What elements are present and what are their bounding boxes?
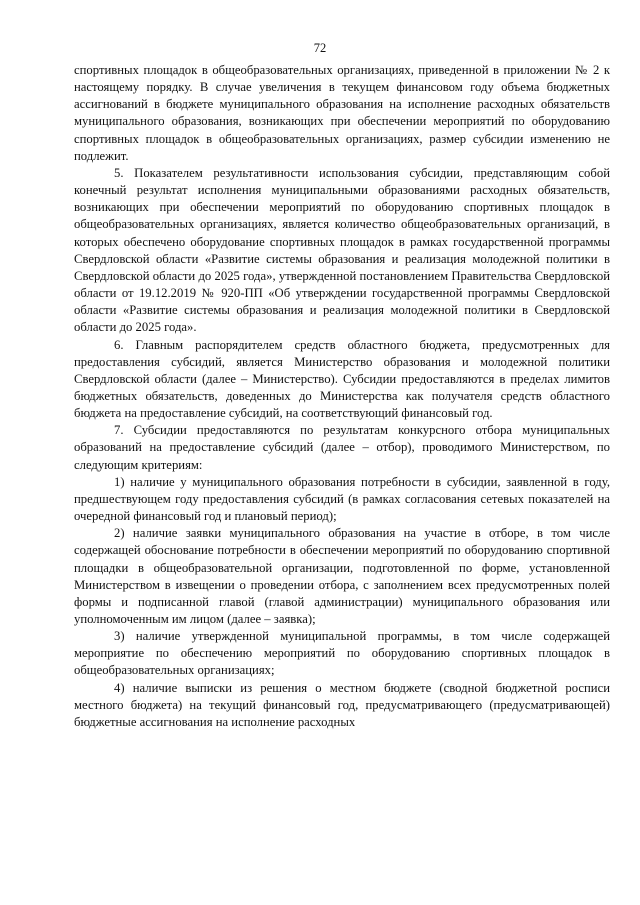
paragraph-item-6: 6. Главным распорядителем средств областного бюджета, предусмотренных для предоставления субсидий, является Министерство образования и молодежной политики Свердловской области (далее – Министерство). Субсидии предоставляются в пределах лимитов бюджетных обязательств, доведенных до Министерства как получателя средств областного бюджета на предоставление субсидий, на соответствующий финансовый год. [74,337,610,421]
paragraph-item-5: 5. Показателем результативности использования субсидии, представляющим собой конечный результат исполнения муниципальными образованиями расходных обязательств, возникающих при обеспечении мероприятий по оборудованию спортивных площадок в общеобразовательных организациях, является количество общеобразовательных организаций, в которых обеспечено оборудование спортивных площадок в рамках государственной программы Свердловской области «Развитие системы образования и реализация молодежной политики в Свердловской области до 2025 года», утвержденной постановлением Правительства Свердловской области от 19.12.2019 № 920-ПП «Об утверждении государственной программы Свердловской области «Развитие системы образования и реализация молодежной политики в Свердловской области до 2025 года». [74,165,610,335]
paragraph-item-7: 7. Субсидии предоставляются по результатам конкурсного отбора муниципальных образований на предоставление субсидий (далее – отбор), проводимого Министерством, по следующим критериям: [74,423,610,472]
criterion-3: 3) наличие утвержденной муниципальной программы, в том числе содержащей мероприятие по обеспечению мероприятий по оборудованию спортивных площадок в общеобразовательных организациях; [74,629,610,678]
criterion-2: 2) наличие заявки муниципального образования на участие в отборе, в том числе содержащей обоснование потребности в обеспечении мероприятий по оборудованию спортивной площадки в общеобразовательной организации, подготовленной по форме, установленной Министерством в извещении о проведении отбора, с заполнением всех предусмотренных полей формы и подписанной главой (главой администрации) муниципального образования или уполномоченным им лицом (далее – заявка); [74,526,610,626]
paragraph-continuation: спортивных площадок в общеобразовательных организациях, приведенной в приложении № 2 к настоящему порядку. В случае увеличения в текущем финансовом году объема бюджетных ассигнований в бюджете муниципального образования на исполнение расходных обязательств муниципального образования, возникающих при обеспечении мероприятий по оборудованию спортивных площадок в общеобразовательных организациях, размер субсидии изменению не подлежит. [74,63,610,163]
criterion-4: 4) наличие выписки из решения о местном бюджете (сводной бюджетной росписи местного бюджета) на текущий финансовый год, предусматривающего (предусматривающей) бюджетные ассигнования на исполнение расходных [74,680,610,729]
document-body [74,62,610,731]
page-number: 72 [313,41,327,55]
criterion-1: 1) наличие у муниципального образования потребности в субсидии, заявленной в году, предшествующем году предоставления субсидий (в рамках согласования сетевых показателей на очередной финансовый год и плановый период); [74,474,610,524]
